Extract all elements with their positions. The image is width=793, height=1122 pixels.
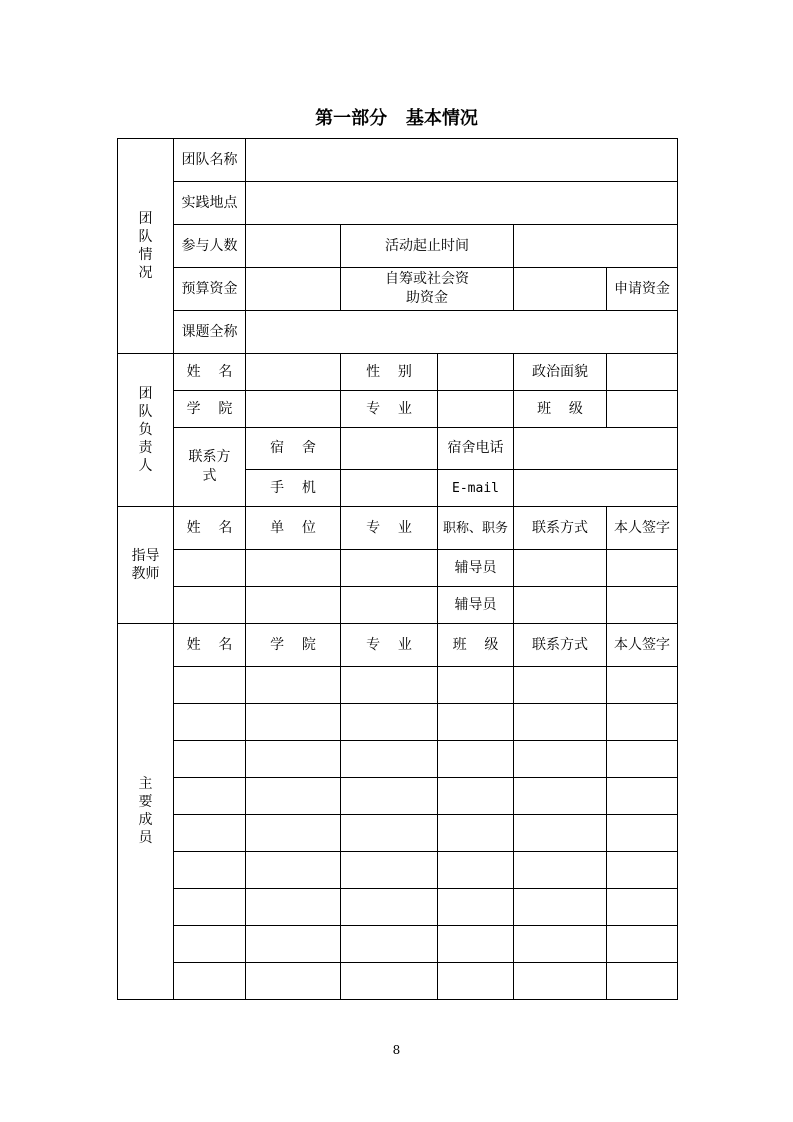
member-cell[interactable] [246,963,341,1000]
member-cell[interactable] [514,741,607,778]
member-cell[interactable] [246,741,341,778]
advisor-1-name[interactable] [174,550,246,587]
advisor-header-sign: 本人签字 [607,507,678,550]
activity-period-label: 活动起止时间 [341,225,514,268]
member-cell[interactable] [514,852,607,889]
table-row [118,667,678,704]
self-funds-label: 自筹或社会资助资金 [341,268,514,311]
advisor-header-unit: 单 位 [246,507,341,550]
member-cell[interactable] [438,667,514,704]
members-section-label: 主要成员 [118,624,174,1000]
member-cell[interactable] [607,963,678,1000]
advisor-1-sign[interactable] [607,550,678,587]
member-cell[interactable] [246,815,341,852]
leader-email-label: E-mail [438,470,514,507]
members-header-sign: 本人签字 [607,624,678,667]
leader-dorm-phone-label: 宿舍电话 [438,428,514,470]
leader-college-field[interactable] [246,391,341,428]
leader-politics-label: 政治面貌 [514,354,607,391]
member-cell[interactable] [514,778,607,815]
member-cell[interactable] [246,889,341,926]
member-cell[interactable] [607,667,678,704]
advisor-1-role: 辅导员 [438,550,514,587]
member-cell[interactable] [438,704,514,741]
budget-field[interactable] [246,268,341,311]
table-row [118,889,678,926]
member-cell[interactable] [341,741,438,778]
member-cell[interactable] [438,889,514,926]
member-cell[interactable] [341,963,438,1000]
member-cell[interactable] [246,852,341,889]
topic-field[interactable] [246,311,678,354]
advisor-header-name: 姓 名 [174,507,246,550]
activity-period-field[interactable] [514,225,678,268]
members-header-class: 班 级 [438,624,514,667]
member-cell[interactable] [174,889,246,926]
budget-label: 预算资金 [174,268,246,311]
practice-place-label: 实践地点 [174,182,246,225]
participant-count-label: 参与人数 [174,225,246,268]
table-row [118,852,678,889]
apply-funds-label: 申请资金 [607,268,678,311]
table-row [118,926,678,963]
member-cell[interactable] [174,963,246,1000]
member-cell[interactable] [514,889,607,926]
member-cell[interactable] [607,815,678,852]
leader-college-label: 学 院 [174,391,246,428]
team-name-field[interactable] [246,139,678,182]
advisor-2-unit[interactable] [246,587,341,624]
advisor-2-sign[interactable] [607,587,678,624]
leader-name-label: 姓 名 [174,354,246,391]
advisor-2-major[interactable] [341,587,438,624]
member-cell[interactable] [607,741,678,778]
member-cell[interactable] [607,889,678,926]
advisor-header-contact: 联系方式 [514,507,607,550]
members-header-college: 学 院 [246,624,341,667]
member-cell[interactable] [341,815,438,852]
leader-dorm-field[interactable] [341,428,438,470]
member-cell[interactable] [341,667,438,704]
advisor-2-name[interactable] [174,587,246,624]
member-cell[interactable] [174,926,246,963]
members-header-major: 专 业 [341,624,438,667]
member-cell[interactable] [246,704,341,741]
member-cell[interactable] [438,778,514,815]
member-cell[interactable] [174,667,246,704]
member-cell[interactable] [514,926,607,963]
member-cell[interactable] [341,704,438,741]
member-cell[interactable] [607,852,678,889]
page-title: 第一部分 基本情况 [315,108,478,129]
member-cell[interactable] [174,815,246,852]
member-cell[interactable] [607,926,678,963]
team-section-label: 团队情况 [118,139,174,354]
advisor-header-title: 职称、职务 [438,507,514,550]
member-cell[interactable] [607,704,678,741]
leader-class-field[interactable] [607,391,678,428]
advisor-section-label: 指导教师 [118,507,174,624]
member-cell[interactable] [438,852,514,889]
leader-major-field[interactable] [438,391,514,428]
leader-section-label: 团队负责人 [118,354,174,507]
leader-politics-field[interactable] [607,354,678,391]
member-cell[interactable] [341,852,438,889]
member-cell[interactable] [341,889,438,926]
leader-class-label: 班 级 [514,391,607,428]
member-cell[interactable] [438,741,514,778]
member-cell[interactable] [514,815,607,852]
member-cell[interactable] [246,778,341,815]
topic-label: 课题全称 [174,311,246,354]
member-cell[interactable] [341,926,438,963]
leader-name-field[interactable] [246,354,341,391]
page-number: 8 [392,1043,401,1057]
member-cell[interactable] [174,778,246,815]
practice-place-field[interactable] [246,182,678,225]
table-row [118,741,678,778]
members-header-name: 姓 名 [174,624,246,667]
member-cell[interactable] [246,667,341,704]
leader-email-field[interactable] [514,470,678,507]
advisor-header-major: 专 业 [341,507,438,550]
table-row [118,704,678,741]
leader-dorm-phone-field[interactable] [514,428,678,470]
member-cell[interactable] [341,778,438,815]
advisor-1-contact[interactable] [514,550,607,587]
participant-count-field[interactable] [246,225,341,268]
member-cell[interactable] [438,815,514,852]
self-funds-field[interactable] [514,268,607,311]
member-cell[interactable] [514,667,607,704]
table-row [118,778,678,815]
advisor-2-role: 辅导员 [438,587,514,624]
leader-gender-label: 性 别 [341,354,438,391]
leader-mobile-label: 手 机 [246,470,341,507]
advisor-2-contact[interactable] [514,587,607,624]
member-cell[interactable] [514,704,607,741]
member-cell[interactable] [607,778,678,815]
advisor-1-unit[interactable] [246,550,341,587]
members-header-contact: 联系方式 [514,624,607,667]
leader-gender-field[interactable] [438,354,514,391]
basic-info-form [117,138,678,1000]
table-row [118,815,678,852]
table-row [118,963,678,1000]
member-cell[interactable] [438,926,514,963]
member-cell[interactable] [438,963,514,1000]
leader-contact-label: 联系方式 [174,428,246,507]
member-cell[interactable] [246,926,341,963]
team-name-label: 团队名称 [174,139,246,182]
leader-mobile-field[interactable] [341,470,438,507]
member-cell[interactable] [174,704,246,741]
member-cell[interactable] [174,741,246,778]
advisor-1-major[interactable] [341,550,438,587]
member-cell[interactable] [514,963,607,1000]
leader-dorm-label: 宿 舍 [246,428,341,470]
member-cell[interactable] [174,852,246,889]
leader-major-label: 专 业 [341,391,438,428]
